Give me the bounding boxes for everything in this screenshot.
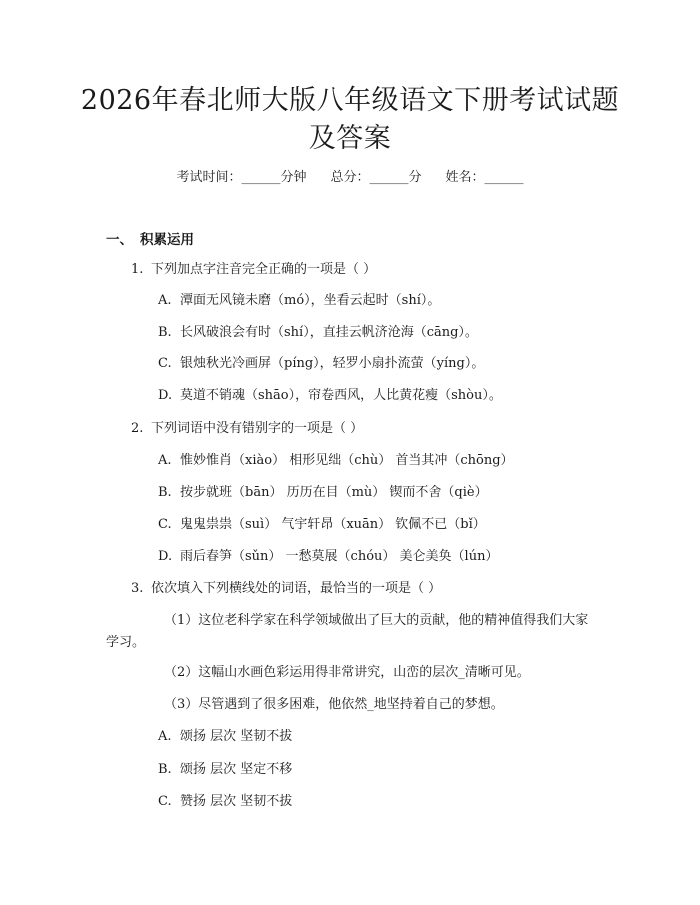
question-3-option-b: [158, 760, 292, 780]
option-text: 赞扬 层次 坚韧不拔: [180, 794, 293, 809]
exam-meta-info: [0, 168, 700, 188]
option-text: 莫道不销魂（shāo），帘卷西风，人比黄花瘦（shòu）。: [180, 388, 502, 403]
exam-time-field: 考试时间：______分钟: [176, 170, 307, 185]
question-1-stem: [131, 260, 376, 280]
question-number: 2.: [131, 421, 144, 436]
question-text: 依次填入下列横线处的词语，最恰当的一项是（ ）: [151, 581, 442, 596]
option-letter: D.: [158, 388, 173, 403]
student-name-field: 姓名：______: [445, 170, 524, 185]
question-3-option-a: [158, 727, 292, 747]
option-letter: B.: [158, 485, 172, 500]
question-number: 3.: [131, 581, 144, 596]
section-heading: [106, 230, 194, 250]
option-letter: D.: [158, 549, 173, 564]
question-3-option-c: [158, 792, 292, 812]
option-letter: A.: [158, 293, 172, 308]
option-text: 潭面无风镜未磨（mó），坐看云起时（shí）。: [180, 293, 441, 308]
option-letter: C.: [158, 794, 172, 809]
option-letter: C.: [158, 517, 172, 532]
exam-title-line-2: 及答案: [308, 123, 392, 154]
option-letter: B.: [158, 325, 172, 340]
question-2-option-d: [158, 547, 498, 567]
question-2-option-c: [158, 515, 486, 535]
question-3-stem: [131, 579, 441, 599]
option-text: 雨后春笋（sǔn） 一愁莫展（chóu） 美仑美奂（lún）: [180, 549, 499, 564]
option-letter: A.: [158, 729, 172, 744]
question-3-sentence-2: （2）这幅山水画色彩运用得非常讲究，山峦的层次_清晰可见。: [164, 665, 530, 680]
question-1-option-c: [158, 354, 484, 374]
question-number: 1.: [131, 262, 144, 277]
question-2-option-a: [158, 451, 514, 471]
question-1-option-b: [158, 323, 478, 343]
exam-title-line-1: 2026年春北师大版八年级语文下册考试试题: [80, 85, 620, 116]
section-title: 积累运用: [140, 232, 194, 248]
total-score-field: 总分：______分: [330, 170, 422, 185]
question-2-option-b: [158, 483, 488, 503]
option-text: 颂扬 层次 坚韧不拔: [180, 729, 293, 744]
option-letter: A.: [158, 453, 172, 468]
question-2-stem: [131, 419, 363, 439]
option-letter: C.: [158, 356, 172, 371]
question-text: 下列词语中没有错别字的一项是（ ）: [151, 421, 364, 436]
question-1-option-a: [158, 291, 440, 311]
question-1-option-d: [158, 386, 502, 406]
question-3-sentence-1: （1）这位老科学家在科学领域做出了巨大的贡献，他的精神值得我们大家学习。: [106, 613, 589, 650]
option-text: 银烛秋光冷画屏（píng），轻罗小扇扑流萤（yíng）。: [180, 356, 485, 371]
question-3-sentence-3: （3）尽管遇到了很多困难，他依然_地坚持着自己的梦想。: [164, 697, 504, 712]
option-text: 鬼鬼祟祟（suì） 气宇轩昂（xuān） 钦佩不已（bǐ）: [180, 517, 486, 532]
question-text: 下列加点字注音完全正确的一项是（ ）: [151, 262, 377, 277]
option-letter: B.: [158, 762, 172, 777]
option-text: 长风破浪会有时（shí），直挂云帆济沧海（cāng）。: [180, 325, 478, 340]
option-text: 颂扬 层次 坚定不移: [180, 762, 293, 777]
option-text: 惟妙惟肖（xiào） 相形见绌（chù） 首当其冲（chōng）: [180, 453, 514, 468]
section-number: 一、: [106, 232, 133, 248]
option-text: 按步就班（bān） 历历在目（mù） 锲而不舍（qiè）: [180, 485, 488, 500]
